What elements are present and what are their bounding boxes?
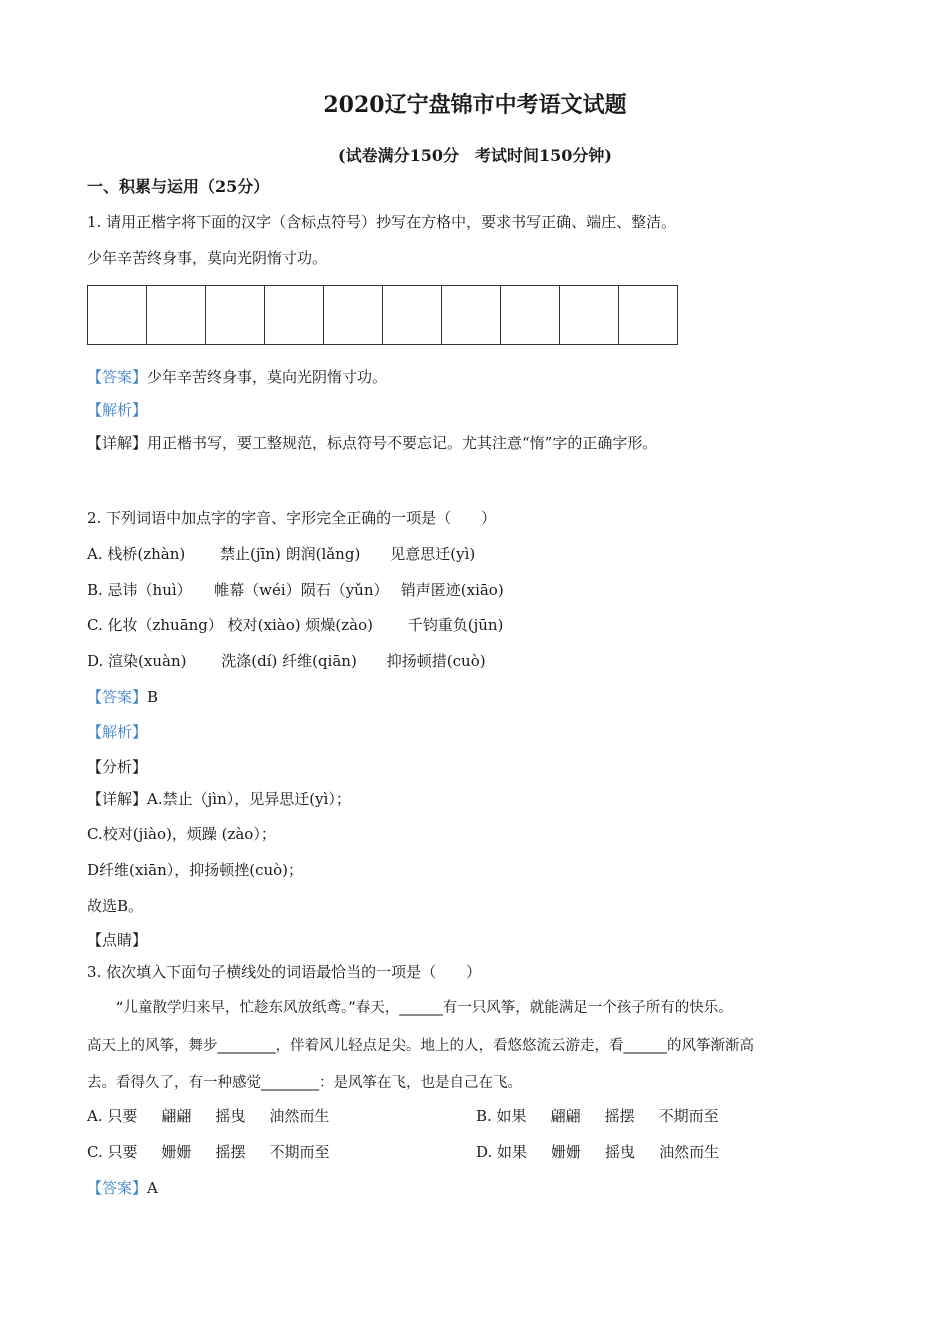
answer-tag: 【答案】	[87, 1179, 148, 1197]
detail-tag: 【详解】	[87, 434, 148, 452]
grid-cell	[146, 285, 206, 345]
grid-cell	[323, 285, 383, 345]
q3-option-d	[476, 1142, 743, 1162]
q3-option-a	[87, 1106, 353, 1126]
q2-prompt: 2. 下列词语中加点字的字音、字形完全正确的一项是（ ）	[87, 509, 497, 527]
writing-grid	[87, 285, 678, 345]
q1-prompt: 1. 请用正楷字将下面的汉字（含标点符号）抄写在方格中，要求书写正确、端庄、整洁。	[87, 213, 677, 231]
q3-answer	[87, 1178, 158, 1198]
q1-answer	[87, 367, 387, 387]
option-label: C. 只要	[87, 1143, 138, 1161]
q2-detail-2: C.校对(jiào)，烦躁 (zào）；	[87, 825, 276, 843]
option-label: A. 只要	[87, 1107, 138, 1125]
grid-cell	[500, 285, 560, 345]
answer-text: B	[147, 688, 159, 706]
page-title: 2020辽宁盘锦市中考语文试题	[323, 92, 627, 118]
answer-text: A	[147, 1179, 158, 1197]
q2-detail-3: D纤维(xiān），抑扬顿挫(cuò)；	[87, 861, 304, 879]
option-word: 油然而生	[269, 1107, 330, 1125]
option-word: 油然而生	[659, 1143, 720, 1161]
option-word: 姗姗	[161, 1143, 192, 1161]
q3-prompt: 3. 依次填入下面句子横线处的词语最恰当的一项是（ ）	[87, 963, 482, 981]
detail-text: A.禁止（jìn），见异思迁(yì）；	[147, 790, 351, 808]
q3-option-b	[476, 1106, 743, 1126]
analysis-tag: 【解析】	[87, 401, 148, 419]
analysis-tag: 【解析】	[87, 723, 148, 741]
answer-text: 少年辛苦终身事，莫向光阴惰寸功。	[147, 368, 388, 386]
grid-cell	[87, 285, 147, 345]
fenxi-tag: 【分析】	[87, 758, 148, 776]
option-word: 翩翩	[550, 1107, 581, 1125]
q3-passage-line-2: 高天上的风筝，舞步________，伴着风儿轻点足尖。地上的人，看悠悠流云游走，看______的风筝渐渐高	[87, 1038, 754, 1054]
q2-detail-1	[87, 789, 351, 809]
option-word: 摇曳	[215, 1107, 246, 1125]
option-word: 不期而至	[269, 1143, 330, 1161]
detail-tag: 【详解】	[87, 790, 148, 808]
option-label: D. 如果	[476, 1143, 528, 1161]
q3-option-c	[87, 1142, 354, 1162]
q2-option-c: C. 化妆（zhuāng） 校对(xiào) 烦燥(zào) 千钧重负(jūn)	[87, 616, 504, 634]
section-heading: 一、积累与运用（25分）	[87, 177, 270, 196]
q2-answer	[87, 687, 158, 707]
q2-option-a: A. 栈桥(zhàn) 禁止(jīn) 朗润(lǎng) 见意思迁(yì)	[87, 545, 476, 563]
option-word: 翩翩	[161, 1107, 192, 1125]
grid-cell	[264, 285, 324, 345]
option-word: 摇摆	[215, 1143, 246, 1161]
q2-option-b: B. 忌讳（huì） 帷幕（wéi）陨石（yǔn） 销声匿迹(xiāo)	[87, 581, 504, 599]
q1-detail	[87, 433, 657, 453]
grid-cell	[382, 285, 442, 345]
answer-tag: 【答案】	[87, 368, 148, 386]
grid-cell	[559, 285, 619, 345]
q1-text: 少年辛苦终身事，莫向光阴惰寸功。	[87, 249, 328, 267]
detail-text: 用正楷书写，要工整规范，标点符号不要忘记。尤其注意“惰”字的正确字形。	[147, 434, 658, 452]
q3-passage-line-1: “儿童散学归来早，忙趁东风放纸鸢。”春天，______有一只风筝，就能满足一个孩子所有的快乐。	[87, 1000, 733, 1016]
answer-tag: 【答案】	[87, 688, 148, 706]
exam-info: (试卷满分150分 考试时间150分钟)	[338, 146, 612, 165]
grid-cell	[618, 285, 678, 345]
q2-detail-4: 故选B。	[87, 897, 144, 915]
grid-cell	[205, 285, 265, 345]
dianjing-tag: 【点睛】	[87, 931, 148, 949]
option-word: 不期而至	[658, 1107, 719, 1125]
option-word: 姗姗	[551, 1143, 582, 1161]
grid-cell	[441, 285, 501, 345]
q2-option-d: D. 渲染(xuàn) 洗涤(dí) 纤维(qiān) 抑扬顿措(cuò)	[87, 652, 486, 670]
option-label: B. 如果	[476, 1107, 527, 1125]
option-word: 摇曳	[605, 1143, 636, 1161]
q3-passage-line-3: 去。看得久了，有一种感觉________：是风筝在飞，也是自己在飞。	[87, 1075, 522, 1091]
option-word: 摇摆	[604, 1107, 635, 1125]
